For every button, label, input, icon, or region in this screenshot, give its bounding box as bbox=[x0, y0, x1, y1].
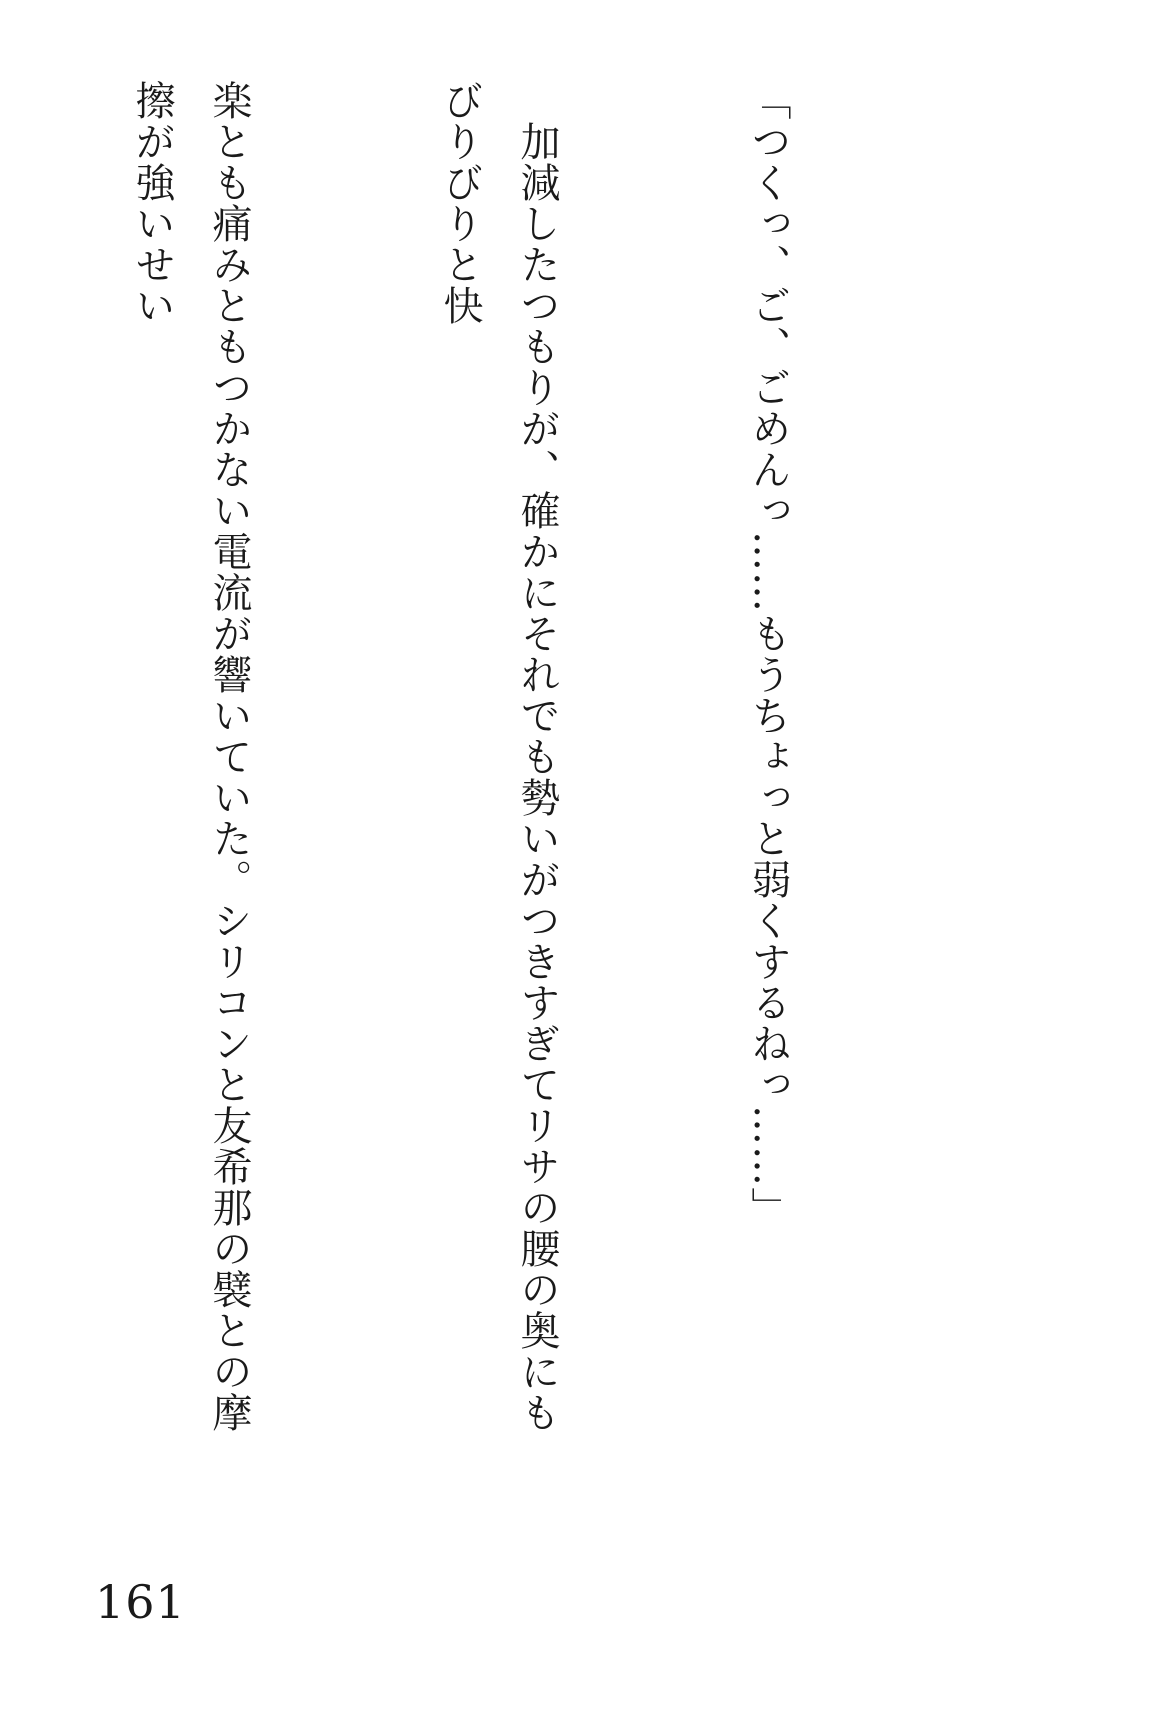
text-line: 「つくっ、ご、ごめんっ……もうちょっと弱くするねっ……」 bbox=[745, 80, 791, 1228]
text-line: 加減したつもりが、確かにそれでも勢いがつきすぎてリサの腰の奥にもびりびりと快 bbox=[437, 80, 560, 1433]
vertical-text-body bbox=[0, 80, 960, 1460]
page-number: 161 bbox=[95, 1575, 186, 1629]
text-line: 楽とも痛みともつかない電流が響いていた。シリコンと友希那の襞との摩擦が強いせい bbox=[129, 80, 252, 1433]
